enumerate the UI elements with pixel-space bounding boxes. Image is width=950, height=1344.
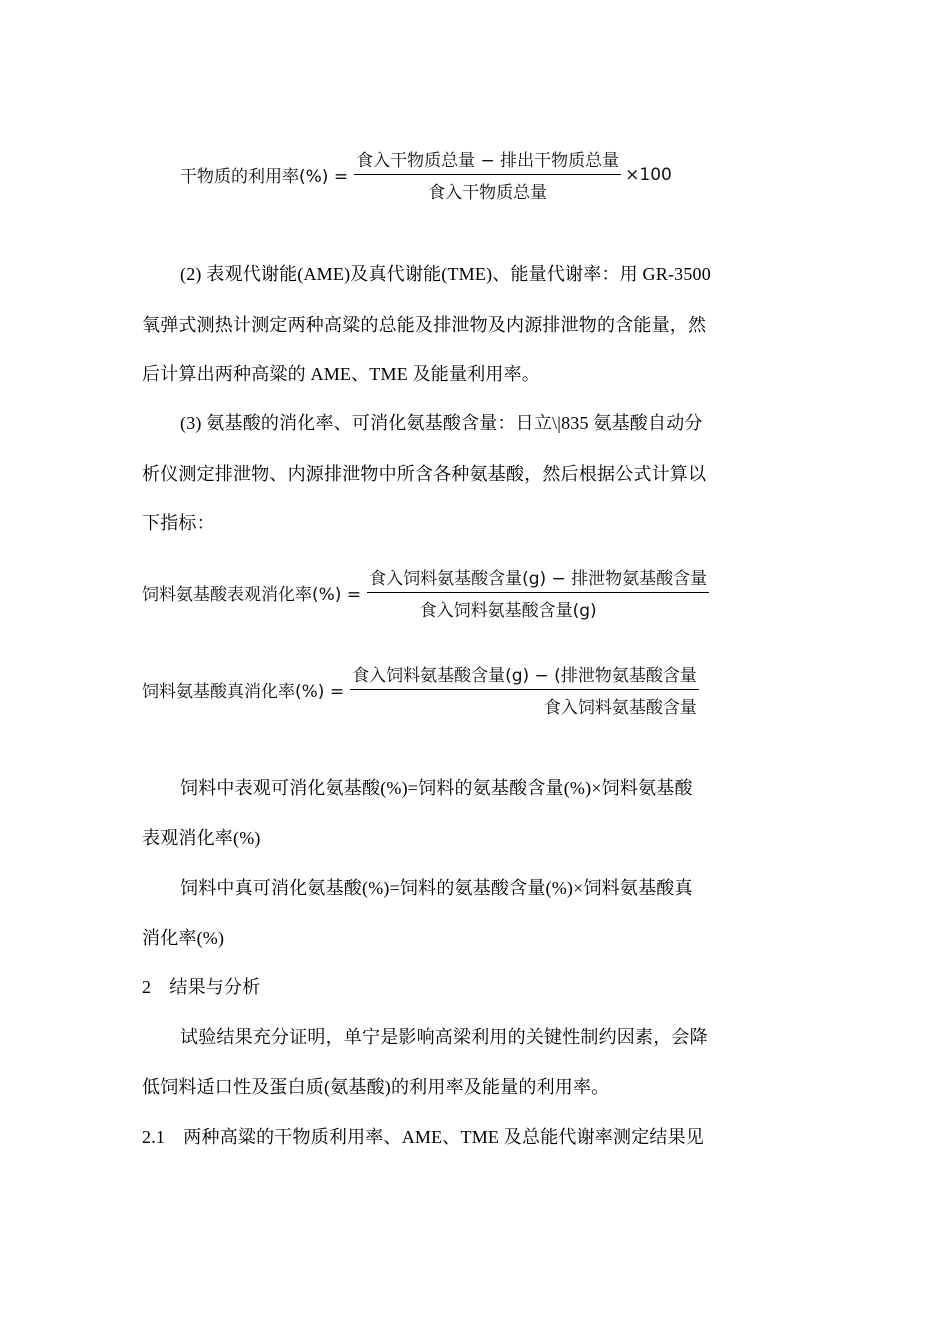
true-digestibility-formula: [142, 661, 699, 718]
fraction: [350, 661, 699, 718]
apparent-digestibility-formula-clip: [142, 560, 738, 622]
paragraph-line: 试验结果充分证明，单宁是影响高梁利用的关键性制约因素，会降: [180, 1027, 708, 1047]
formula-suffix: ×100: [625, 164, 672, 185]
paragraph-line: 消化率(%): [142, 928, 225, 948]
paragraph-line: (3) 氨基酸的消化率、可消化氨基酸含量：日立\|835 氨基酸自动分: [180, 413, 703, 433]
paragraph-line: 饲料中表观可消化氨基酸(%)=饲料的氨基酸含量(%)×饲料氨基酸: [180, 778, 693, 798]
formula-lhs: 饲料氨基酸真消化率(%) =: [142, 682, 345, 702]
paragraph-line: 后计算出两种高粱的 AME、TME 及能量利用率。: [142, 364, 540, 384]
dry-matter-formula: [180, 146, 672, 203]
subsection-heading: 2.1 两种高粱的干物质利用率、AME、TME 及总能代谢率测定结果见: [142, 1127, 704, 1147]
paragraph-line: 氧弹式测热计测定两种高粱的总能及排泄物及内源排泄物的含能量，然: [142, 315, 707, 335]
formula-lhs: 干物质的利用率(%) =: [180, 167, 349, 187]
paragraph-line: 析仪测定排泄物、内源排泄物中所含各种氨基酸，然后根据公式计算以: [142, 464, 707, 484]
formula-lhs: 饲料氨基酸表观消化率(%) =: [142, 585, 362, 605]
paragraph-line: 表观消化率(%): [142, 828, 261, 848]
fraction-numerator: 食入饲料氨基酸含量(g) − 排泄物氨基酸含量: [367, 564, 709, 593]
fraction-denominator: 食入饲料氨基酸含量(g): [419, 601, 597, 621]
fraction: [367, 564, 709, 621]
true-digestibility-formula-clip: [142, 657, 738, 719]
apparent-digestibility-formula: [142, 564, 709, 621]
fraction-denominator: 食入干物质总量: [428, 183, 548, 203]
section-heading: 2 结果与分析: [142, 977, 261, 997]
paragraph-line: 低饲料适口性及蛋白质(氨基酸)的利用率及能量的利用率。: [142, 1077, 610, 1097]
fraction: [354, 146, 621, 203]
fraction-denominator: 食入饲料氨基酸含量: [543, 698, 697, 718]
paragraph-line: (2) 表观代谢能(AME)及真代谢能(TME)、能量代谢率：用 GR-3500: [180, 264, 711, 284]
fraction-numerator: 食入饲料氨基酸含量(g) − (排泄物氨基酸含量: [350, 661, 699, 690]
fraction-numerator: 食入干物质总量 − 排出干物质总量: [354, 146, 621, 175]
paragraph-line: 饲料中真可消化氨基酸(%)=饲料的氨基酸含量(%)×饲料氨基酸真: [180, 878, 693, 898]
paragraph-line: 下指标：: [142, 513, 215, 533]
